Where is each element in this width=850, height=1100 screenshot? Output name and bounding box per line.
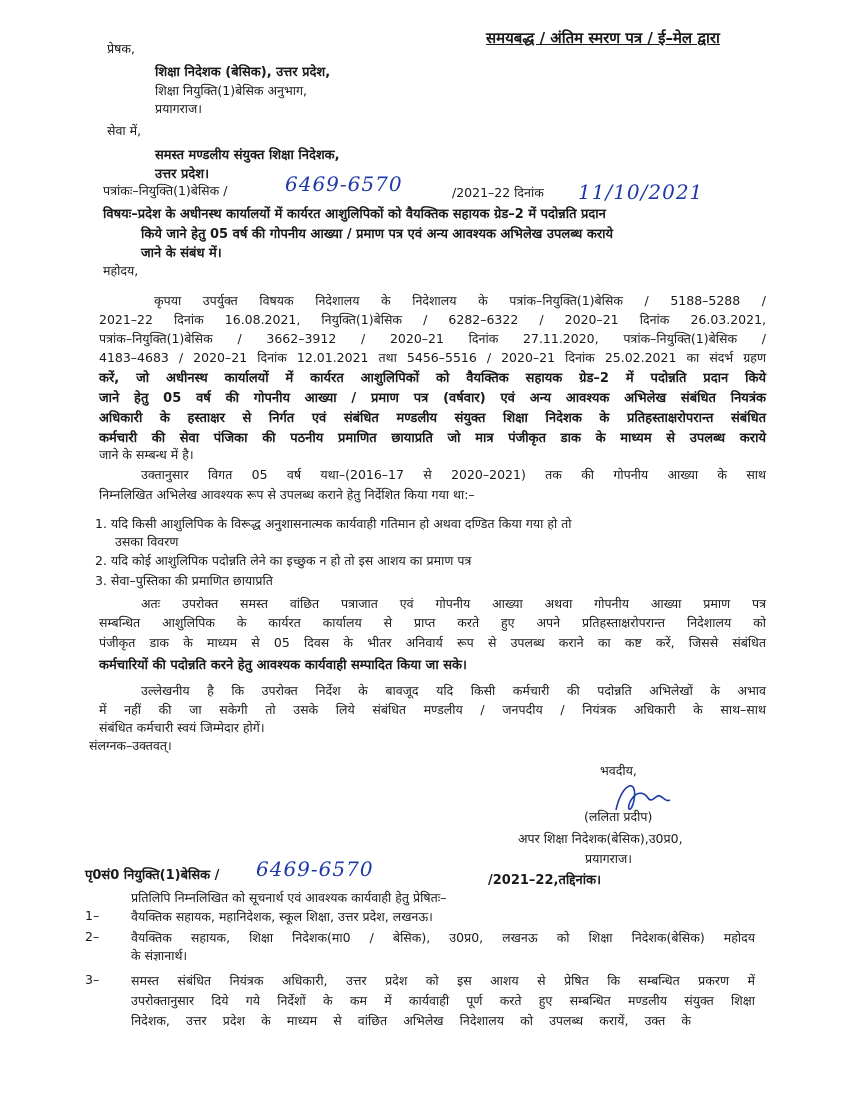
copy-date-label: /2021–22,तद्दिनांक। (488, 873, 602, 888)
copy-item-line: समस्त संबंधित नियंत्रक अधिकारी, उत्तर प्रदेश को इस आशय से प्रेषित कि सम्बन्धित प्रकरण में (131, 973, 755, 988)
para1-line: कृपया उपर्युक्त विषयक निदेशालय के निदेशालय के पत्रांक–नियुक्ति(1)बेसिक / 5188–5288 / (154, 293, 766, 308)
para3-line: सम्बन्धित आशुलिपिक के कार्यरत कार्यालय से प्राप्त करते हुए अपने प्रतिहस्ताक्षरोपरान्त निदेशालय को (99, 615, 766, 630)
signatory-designation: अपर शिक्षा निदेशक(बेसिक),उ0प्र0, (518, 831, 683, 846)
reference-number-handwritten: 6469-6570 (285, 172, 403, 196)
copy-item-line: के संज्ञानार्थ। (131, 948, 188, 963)
para1-line: जाने के सम्बन्ध में है। (99, 447, 194, 462)
para1-line: 2021–22 दिनांक 16.08.2021, नियुक्ति(1)बेसिक / 6282–6322 / 2020–21 दिनांक 26.03.2021, (99, 312, 766, 327)
copy-item-line: वैयक्तिक सहायक, महानिदेशक, स्कूल शिक्षा, उत्तर प्रदेश, लखनऊ। (131, 909, 433, 924)
sender-line1: शिक्षा निदेशक (बेसिक), उत्तर प्रदेश, (155, 65, 331, 80)
recipient-line1: समस्त मण्डलीय संयुक्त शिक्षा निदेशक, (155, 148, 340, 163)
closing: भवदीय, (600, 763, 637, 778)
para1-line: जाने हेतु 05 वर्ष की गोपनीय आख्या / प्रमाण पत्र (वर्षवार) एवं अन्य आवश्यक अभिलेख संबंधित नियत्रंक (99, 391, 766, 406)
copy-prefix: पृ0सं0 नियुक्ति(1)बेसिक / (85, 868, 220, 883)
para1-line: अधिकारी के हस्ताक्षर से निर्गत एवं संबंधित मण्डलीय संयुक्त शिक्षा निदेशक के प्रतिहस्ताक्षरोपरान्त संबंधित (99, 411, 766, 426)
copy-item-number: 3– (85, 972, 100, 987)
para1-line: कर्मचारी की सेवा पंजिका की पठनीय प्रमाणित छायाप्रति जो मात्र पंजीकृत डाक के माध्यम से उपलब्ध कराये (99, 431, 766, 446)
para1-line: 4183–4683 / 2020–21 दिनांक 12.01.2021 तथा 5456–5516 / 2020–21 दिनांक 25.02.2021 का संदर्भ ग्रहण (99, 350, 766, 365)
para4-line: संबंधित कर्मचारी स्वयं जिम्मेदार होगें। (99, 720, 265, 735)
copy-number-handwritten: 6469-6570 (256, 857, 374, 881)
subject-line3: जाने के संबंध में। (141, 246, 222, 261)
reference-year-label: /2021–22 दिनांक (452, 185, 544, 200)
sender-line2: शिक्षा नियुक्ति(1)बेसिक अनुभाग, (155, 83, 308, 98)
subject-line1: विषयः–प्रदेश के अधीनस्थ कार्यालयों में कार्यरत आशुलिपिकों को वैयक्तिक सहायक ग्रेड–2 में पदोन्नति प्रदान (103, 207, 606, 222)
copy-item-line: वैयक्तिक सहायक, शिक्षा निदेशक(मा0 / बेसिक), उ0प्र0, लखनऊ को शिक्षा निदेशक(बेसिक) महोदय (131, 930, 755, 945)
sender-label: प्रेषक, (107, 41, 135, 56)
copy-item-number: 1– (85, 908, 100, 923)
requirement-item-1: 1. यदि किसी आशुलिपिक के विरूद्ध अनुशासनात्मक कार्यवाही गतिमान हो अथवा दण्डित किया गया हो तो (95, 516, 572, 531)
copy-item-number: 2– (85, 929, 100, 944)
requirement-item-2: 2. यदि कोई आशुलिपिक पदोन्नति लेने का इच्छुक न हो तो इस आशय का प्रमाण पत्र (95, 553, 472, 568)
salutation: महोदय, (103, 263, 139, 278)
reference-date-handwritten: 11/10/2021 (578, 180, 704, 204)
copy-item-line: निदेशक, उत्तर प्रदेश के माध्यम से वांछित अभिलेख निदेशालय को उपलब्ध करायें, उक्त के (131, 1013, 691, 1028)
subject-line2: किये जाने हेतु 05 वर्ष की गोपनीय आख्या / प्रमाण पत्र एवं अन्य आवश्यक अभिलेख उपलब्ध कराये (141, 227, 614, 242)
sender-line3: प्रयागराज। (155, 101, 203, 116)
reference-prefix: पत्रांकः–नियुक्ति(1)बेसिक / (103, 183, 228, 198)
requirement-item-1-cont: उसका विवरण (115, 534, 179, 549)
dispatch-mode-header: समयबद्ध / अंतिम स्मरण पत्र / ई–मेल द्वारा (486, 29, 720, 47)
signatory-place: प्रयागराज। (585, 851, 633, 866)
copy-intro: प्रतिलिपि निम्नलिखित को सूचनार्थ एवं आवश्यक कार्यवाही हेतु प्रेषितः– (131, 890, 447, 905)
para1-line: पत्रांक–नियुक्ति(1)बेसिक / 3662–3912 / 2020–21 दिनांक 27.11.2020, पत्रांक–नियुक्ति(1)बेसिक / (99, 331, 766, 346)
para3-line: अतः उपरोक्त समस्त वांछित पत्राजात एवं गोपनीय आख्या अथवा गोपनीय आख्या प्रमाण पत्र (141, 596, 766, 611)
para4-line: उल्लेखनीय है कि उपरोक्त निर्देश के बावजूद यदि किसी कर्मचारी की पदोन्नति अभिलेखों के अभाव (141, 683, 766, 698)
requirement-item-3: 3. सेवा–पुस्तिका की प्रमाणित छायाप्रति (95, 573, 273, 588)
copy-item-line: उपरोक्तानुसार दिये गये निर्देशों के कम में कार्यवाही पूर्ण करते हुए सम्बन्धित मण्डलीय संयुक्त शिक्षा (131, 993, 755, 1008)
para2-line: निम्नलिखित अभिलेख आवश्यक रूप से उपलब्ध कराने हेतु निर्देशित किया गया था:– (99, 487, 475, 502)
signatory-name: (ललिता प्रदीप) (584, 809, 653, 824)
para3-line: पंजीकृत डाक के माध्यम से 05 दिवस के भीतर अनिवार्य रूप से उपलब्ध कराने का कष्ट करें, जिससे संबंधित (99, 635, 766, 650)
para2-line: उक्तानुसार विगत 05 वर्ष यथा–(2016–17 से 2020–2021) तक की गोपनीय आख्या के साथ (141, 467, 766, 482)
para4-line: में नहीं की जा सकेगी तो उसके लिये संबंधित मण्डलीय / जनपदीय / नियंत्रक अधिकारी के साथ–साथ (99, 702, 766, 717)
para3-line: कर्मचारियों की पदोन्नति करने हेतु आवश्यक कार्यवाही सम्पादित किया जा सके। (99, 658, 467, 673)
para1-line: करें, जो अधीनस्थ कार्यालयों में कार्यरत आशुलिपिकों को वैयक्तिक सहायक ग्रेड–2 में पदोन्नति प्रदान किये (99, 371, 766, 386)
recipient-line2: उत्तर प्रदेश। (155, 167, 210, 182)
enclosure-note: संलग्नक–उक्तवत्। (89, 738, 172, 753)
recipient-label: सेवा में, (107, 123, 142, 138)
